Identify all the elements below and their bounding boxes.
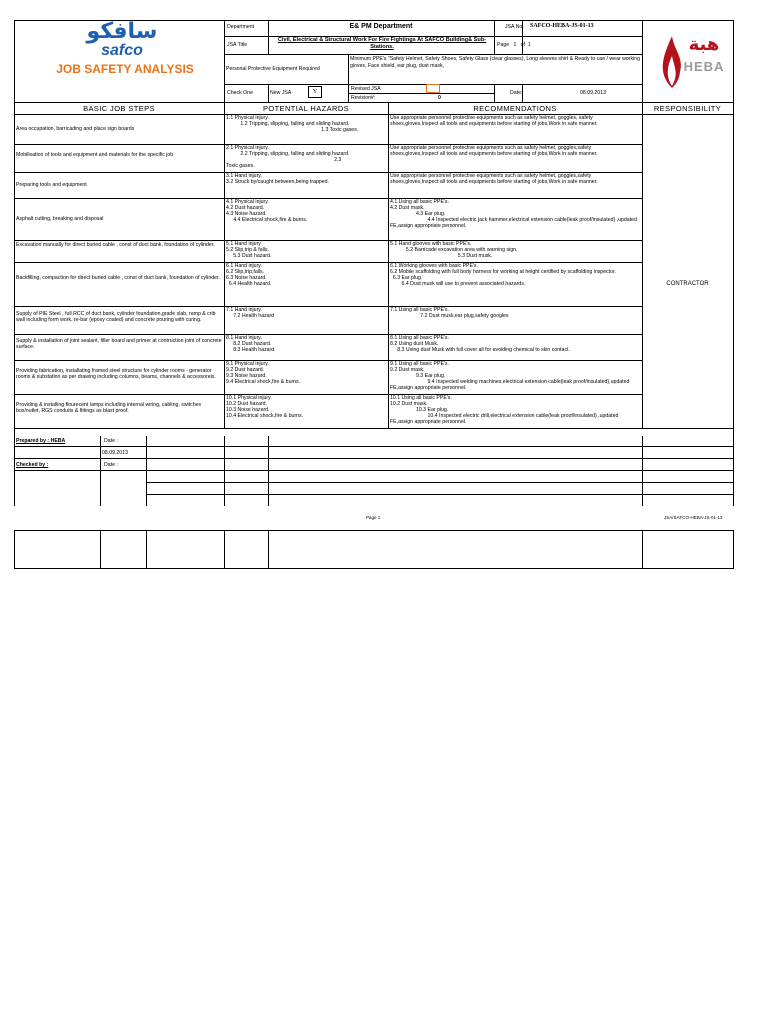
- jsa-title-value: Civil, Electrical & Structural Work For Fire Fightings At SAFCO Building& Sub-Stations.: [277, 37, 487, 50]
- recommendation-cell: 9.1 Using all basic PPE's. 9.2 Dust mask. 9.3 Ear plug. 9.4 Inspected welding machines,electrical extension cable(leak proof/insulated),updated FE,assign appropriate personnel.: [390, 361, 630, 391]
- rule-page2-col-0: [14, 530, 15, 569]
- rule-page2-col-4: [268, 530, 269, 569]
- recommendation-cell: Use appropriate personnel protective equipments such as safety helmet, goggles,safety shoes,gloves,Inspect all tools and equipments before starting of jobs,Work in safe manner.: [390, 145, 598, 157]
- rule-header-2: [224, 54, 642, 55]
- rule-left: [14, 20, 15, 506]
- checked-date-label: Date :: [104, 462, 118, 468]
- job-step-cell: Providing & installing flourecent lamps including internal wiring, cabling, switches box/outlet, RGS conduits & fittings as blast proof.: [16, 402, 203, 414]
- rule-check-split-1: [268, 84, 269, 102]
- jsa-main-title: [40, 62, 210, 76]
- revision-value: 0: [438, 95, 441, 101]
- rule-col-2: [388, 102, 389, 428]
- page-of: of: [520, 42, 525, 48]
- heba-logo-latin-text: HEBA: [683, 59, 725, 74]
- rule-header-logo-split: [224, 20, 225, 102]
- column-header-steps: BASIC JOB STEPS: [83, 104, 155, 113]
- rule-col-1: [224, 102, 225, 428]
- revised-jsa-label: Revised JSA: [351, 86, 381, 92]
- rule-header-right-logo-split: [642, 20, 643, 102]
- recommendation-cell: 7.1 Using all basic PPE's. 7.2 Dust musk,ear plug,safety googles: [390, 307, 509, 319]
- recommendation-cell: 6.1 Working glooves with basic PPE's. 6.2 Mobile scaffolding with full body harness for working at height certified by scaffolding inspector. 6.3 Ear plug. 6.4 Dust musk will use to prevent associated hazards.: [390, 263, 616, 287]
- new-jsa-checkbox[interactable]: Y: [308, 86, 322, 98]
- recommendation-cell: 8.1 Using all basic PPE's. 8.2 Using dust Musk. 8.3 Using dust Musk with full cover all for avoiding chemical to skin contact.: [390, 335, 570, 353]
- hazard-cell: 6.1 Hand injury. 6.2 Slip,trip,falls. 6.3 Noise hazard. 6.4 Health hazard.: [226, 263, 272, 287]
- hazard-cell: 5.1 Hand injury 5.2 Slip,trip & falls. 5.3 Dust hazard.: [226, 241, 272, 259]
- safco-logo-latin-text: safco: [101, 42, 143, 59]
- column-header-recommendations: RECOMMENDATIONS: [473, 104, 557, 113]
- revision-label: Revision#:: [351, 95, 376, 101]
- rule-check-split-4: [522, 84, 523, 102]
- job-step-cell: Preparing tools and equipment: [16, 182, 87, 188]
- heba-logo-arabic: [676, 34, 732, 56]
- rule-right: [733, 20, 734, 506]
- rule-page2-col-2: [146, 530, 147, 569]
- department-value: E& PM Department: [349, 23, 413, 30]
- hazard-cell: 4.1 Physical injury. 4.2 Dust hazard. 4.3 Noise hazard. 4.4 Electrical shock,fire & burns.: [226, 199, 308, 223]
- prepared-by: Prepared by : HEBA: [16, 438, 66, 444]
- rule-header-bottom: [14, 102, 734, 103]
- rule-footer-row-5: [146, 494, 734, 495]
- job-step-cell: Area occupation, barricading and place sign boards: [16, 126, 135, 132]
- job-step-cell: Supply & installation of joint sealant, filler board and primer at contruction joint of concrete surface.: [16, 338, 224, 350]
- recommendation-cell: 10.1 Using all basic PPE's. 10.2 Dust mask. 10.3 Ear plug. 10.4 Inspected electric drill,electrical extension cable(leak proof/insulated) ,updated FE,assign appropriate personnel.: [390, 395, 619, 425]
- date-label: Date;: [510, 90, 523, 96]
- job-step-cell: Asphalt cutting, breaking and disposal: [16, 216, 104, 222]
- hazard-cell: 9.1 Physical injury. 9.2 Dust hazard. 9.3 Noise hazard. 9.4 Electrical shock,fire & burns.: [226, 361, 301, 385]
- hazard-cell: 3.1 Hand injury. 3.2 Struck by/caught between,being trapped.: [226, 173, 329, 185]
- rule-footer-row-1: [14, 446, 734, 447]
- date-value: 08.09.2013: [580, 90, 606, 96]
- heba-logo-arabic-text: هبة: [688, 34, 720, 55]
- document-reference: JSA/SAFCO-HEBA-JS-01-13: [664, 515, 723, 520]
- recommendation-cell: 4.1 Using all basic PPE's. 4.2 Dust mask. 4.3 Ear plug. 4.4 Inspected electric jack hammer,electrical extension cable(leak proof/insulated) ,updated FE,assign appropriate personnel.: [390, 199, 637, 229]
- recommendation-cell: 5.1 Hand glooves with basic PPE's. 5.2 Barricade excavation area with warning sign. 5.3 Dust musk.: [390, 241, 518, 259]
- prepared-date-label: Date :: [104, 438, 118, 444]
- column-header-hazards: POTENTIAL HAZARDS: [262, 104, 350, 113]
- hazard-cell: 10.1 Physical injury. 10.2 Dust hazard. 10.3 Noise hazard. 10.4 Electrical shock,fire & burns.: [226, 395, 303, 419]
- responsibility-value: CONTRACTOR: [666, 281, 709, 287]
- heba-logo-latin: [676, 60, 732, 74]
- prepared-date-value: 08.09.2013: [102, 450, 128, 456]
- jsa-no-value: SAFCO-HEBA-JS-01-13: [530, 23, 594, 29]
- rule-header-jsa-split: [494, 20, 495, 54]
- safco-logo-arabic-text: سافكو: [86, 19, 158, 44]
- job-step-cell: Mobilisation of tools and equipment and materials for the specific job: [16, 152, 174, 158]
- rule-footer-row-4: [146, 482, 734, 483]
- rule-footer-row-3: [14, 470, 734, 471]
- department-label: Department: [227, 24, 255, 30]
- hazard-cell: 2.1 Physical injury. 2.2 Tripping, slipping, falling and sliding hazard. 2.3 Toxic gases.: [226, 145, 350, 169]
- rule-page2-col-1: [100, 530, 101, 569]
- rule-revision-split: [348, 93, 494, 94]
- rule-page2-bottom: [14, 568, 734, 569]
- recommendation-cell: Use appropriate personnel protective equipments such as safety helmet, goggles,safety shoes,gloves,Inspect all tools and equipments before starting of jobs,Work in safe manner.: [390, 173, 598, 185]
- rule-check-split-3: [494, 84, 495, 102]
- column-header-responsibility: RESPONSIBILITY: [653, 104, 722, 113]
- revised-jsa-checkbox[interactable]: [426, 84, 440, 93]
- safco-logo-latin: [62, 43, 182, 59]
- hazard-cell: 7.1 Hand injury. 7.2 Health hazard: [226, 307, 275, 319]
- job-step-cell: Providing fabrication, installating framed steel structure for cylinder rooms - generator rooms & substation as per drawing including columns, beams, channels & accessoreis.: [16, 368, 216, 380]
- rule-table-bottom: [14, 428, 734, 429]
- rule-page2-col-3: [224, 530, 225, 569]
- jsa-title-label: JSA Title: [227, 42, 248, 48]
- jsa-no-label: JSA No.: [505, 24, 524, 30]
- checked-by: Checked by :: [16, 462, 49, 468]
- page-footer-text: Page 1: [366, 515, 381, 520]
- job-step-cell: Supply of PIE Steel , full RCC of duct bank, cylinder foundation,grade slab, ramp & crib wall including form work, re-bar (epoxy coated) and concrete pouring with curing.: [16, 311, 217, 323]
- ppe-label: Personal Protective Equipment Required: [226, 66, 320, 72]
- recommendation-cell: Use appropriate personnel protective equipments such as safety helmet, goggles, safety shoes,gloves,Inspect all tools and equipments before starting of jobs,Work in safe manner.: [390, 115, 598, 127]
- page-label: Page: [497, 42, 510, 48]
- page-total: 1: [527, 42, 531, 48]
- new-jsa-label: New JSA: [270, 90, 292, 96]
- page-number: 1: [513, 42, 517, 48]
- job-step-cell: Backfilling, compaction for direct buried cable , const of duct bank, foundation of cylinder.: [16, 275, 220, 281]
- rule-footer-row-2: [14, 458, 734, 459]
- check-one-label: Check One: [227, 90, 253, 96]
- rule-col-3: [642, 102, 643, 428]
- jsa-main-title-text: JOB SAFETY ANALYSIS: [56, 62, 194, 76]
- safco-logo-arabic: [62, 20, 182, 44]
- rule-header-label-split: [268, 20, 269, 54]
- ppe-value: Minimum PPE's "Safety Helmet, Safety Shoes, Safety Glass (clear glasses), Long sleeves shirt & Ready to use / wear working gloves, Face shield, ear plug, dust mask,: [350, 56, 642, 69]
- rule-page2-col-5: [642, 530, 643, 569]
- rule-page2-top: [14, 530, 734, 531]
- rule-page2-col-6: [733, 530, 734, 569]
- page-indicator: [497, 42, 557, 48]
- hazard-cell: 1.1 Physical injury. 1.2 Tripping, slipping, falling and sliding hazard. 1.3 Toxic gases.: [226, 115, 359, 133]
- job-step-cell: Excavation manually for direct buried cable , const of duct bank, foundation of cylinder.: [16, 242, 215, 248]
- hazard-cell: 8.1 Hand injury. 8.2 Dust hazard. 8.3 Health hazard.: [226, 335, 276, 353]
